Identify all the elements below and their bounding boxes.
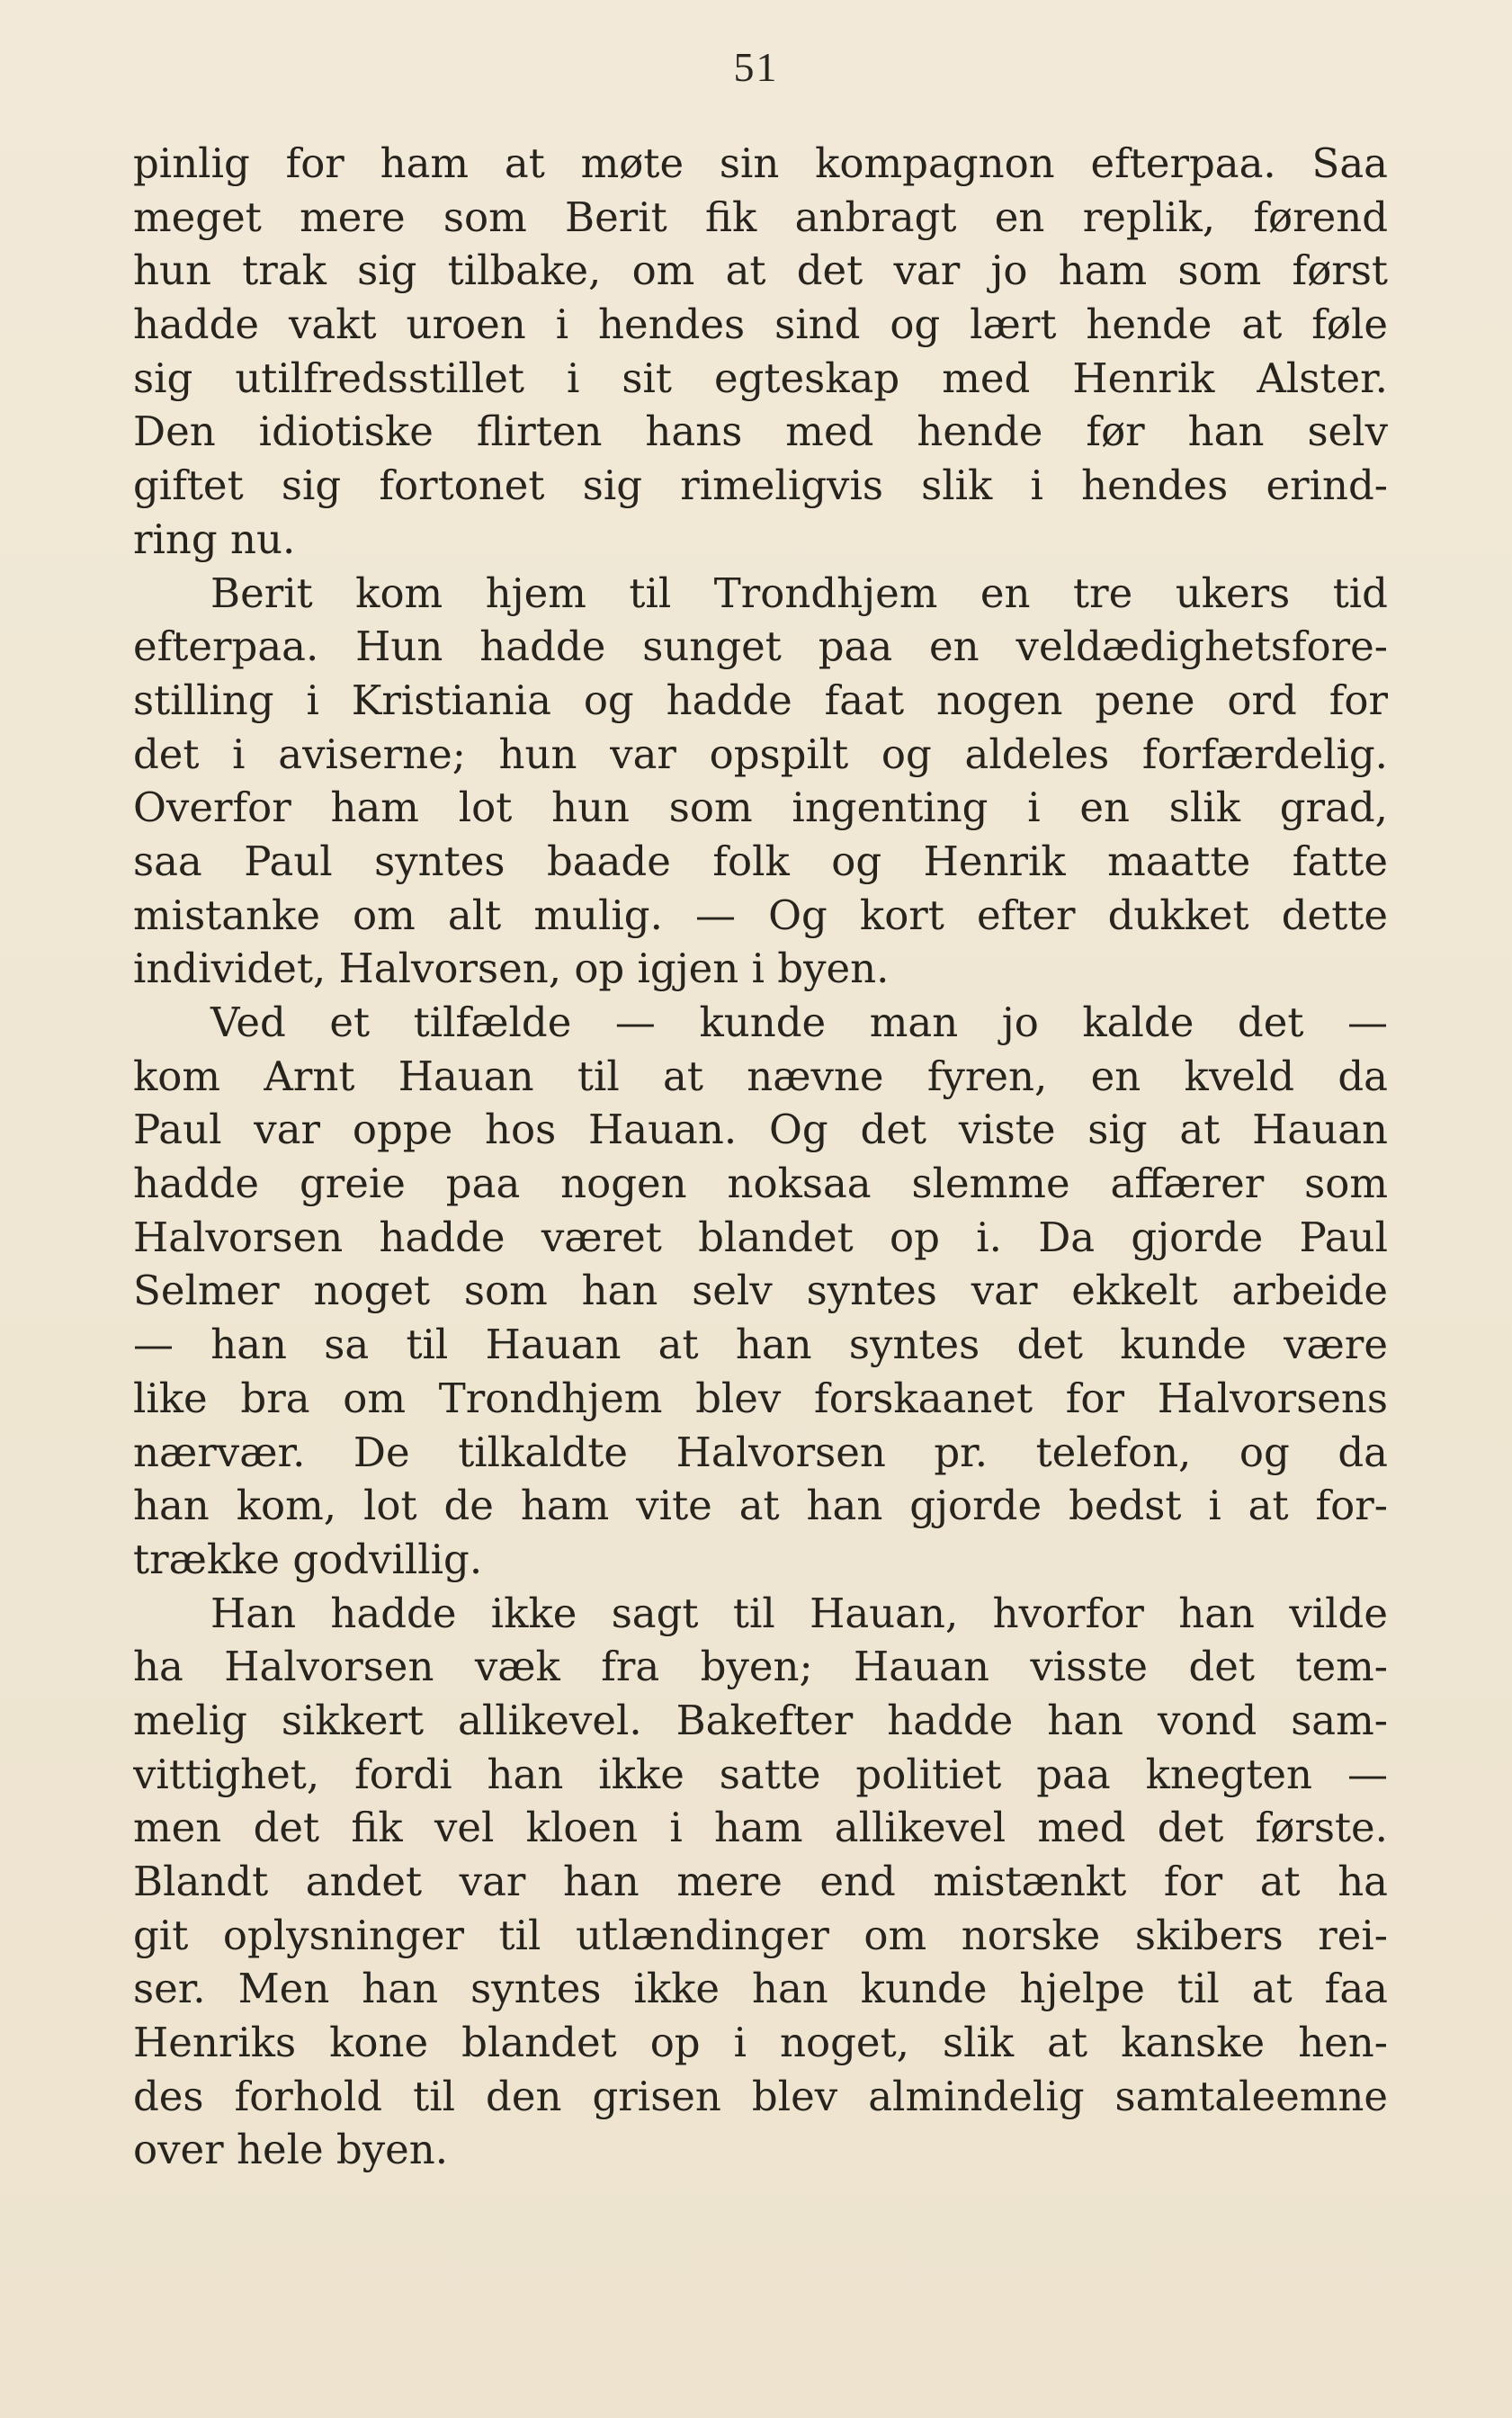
text-line: individet, Halvorsen, op igjen i byen. — [133, 945, 890, 993]
text-line: like bra om Trondhjem blev forskaanet for Halvorsens — [133, 1374, 1388, 1422]
text-line: Paul var oppe hos Hauan. Og det viste sig at Hauan — [133, 1106, 1388, 1154]
text-line: han kom, lot de ham vite at han gjorde bedst i at for- — [133, 1482, 1388, 1530]
text-line: hun trak sig tilbake, om at det var jo ham som først — [133, 246, 1388, 295]
text-line: saa Paul syntes baade folk og Henrik maatte fatte — [133, 837, 1388, 885]
text-line: giftet sig fortonet sig rimeligvis slik i hendes erind- — [133, 461, 1388, 510]
text-line: Han hadde ikke sagt til Hauan, hvorfor han vilde — [210, 1589, 1388, 1637]
text-line: sig utilfredsstillet i sit egteskap med Henrik Alster. — [133, 354, 1388, 402]
text-line: men det fik vel kloen i ham allikevel med det første. — [133, 1804, 1388, 1852]
text-line: over hele byen. — [133, 2126, 449, 2174]
text-line: Berit kom hjem til Trondhjem en tre ukers tid — [210, 569, 1388, 617]
text-line: Selmer noget som han selv syntes var ekkelt arbeide — [133, 1267, 1388, 1315]
text-line: Blandt andet var han mere end mistænkt for at ha — [133, 1858, 1388, 1905]
text-line: — han sa til Hauan at han syntes det kunde være — [133, 1321, 1388, 1369]
paragraph — [133, 567, 1388, 997]
text-line: Ved et tilfælde — kunde man jo kalde det — — [210, 999, 1388, 1046]
text-line: nærvær. De tilkaldte Halvorsen pr. telefon, og da — [133, 1428, 1388, 1476]
text-line: det i aviserne; hun var opspilt og aldeles forfærdelig. — [133, 730, 1388, 778]
paragraph — [133, 137, 1388, 567]
text-line: pinlig for ham at møte sin kompagnon efterpaa. Saa — [133, 139, 1388, 187]
text-line: meget mere som Berit fik anbragt en replik, førend — [133, 193, 1388, 241]
text-line: hadde vakt uroen i hendes sind og lært hende at føle — [133, 300, 1388, 349]
text-line: melig sikkert allikevel. Bakefter hadde han vond sam- — [133, 1696, 1388, 1744]
text-line: Halvorsen hadde været blandet op i. Da gjorde Paul — [133, 1213, 1388, 1261]
text-line: trække godvillig. — [133, 1535, 483, 1583]
text-line: efterpaa. Hun hadde sunget paa en veldædighetsfore- — [133, 622, 1388, 671]
text-line: kom Arnt Hauan til at nævne fyren, en kveld da — [133, 1052, 1388, 1100]
paragraph — [133, 1587, 1388, 2178]
text-line: stilling i Kristiania og hadde faat nogen pene ord for — [133, 676, 1388, 724]
text-line: Overfor ham lot hun som ingenting i en slik grad, — [133, 784, 1388, 832]
text-line: vittighet, fordi han ikke satte politiet paa knegten — — [133, 1750, 1388, 1798]
text-line: Den idiotiske flirten hans med hende før han selv — [133, 407, 1388, 456]
text-line: des forhold til den grisen blev almindelig samtaleemne — [133, 2072, 1388, 2120]
text-line: ha Halvorsen væk fra byen; Hauan visste det tem- — [133, 1643, 1388, 1691]
text-line: ser. Men han syntes ikke han kunde hjelpe til at faa — [133, 1965, 1388, 2013]
text-line: hadde greie paa nogen noksaa slemme affærer som — [133, 1160, 1388, 1208]
text-line: mistanke om alt mulig. — Og kort efter dukket dette — [133, 891, 1388, 939]
paragraph — [133, 996, 1388, 1587]
text-line: ring nu. — [133, 515, 296, 563]
page-number: 51 — [733, 44, 779, 90]
text-line: git oplysninger til utlændinger om norske skibers rei- — [133, 1911, 1388, 1959]
text-line: Henriks kone blandet op i noget, slik at kanske hen- — [133, 2019, 1388, 2067]
body-text — [133, 137, 1388, 2177]
